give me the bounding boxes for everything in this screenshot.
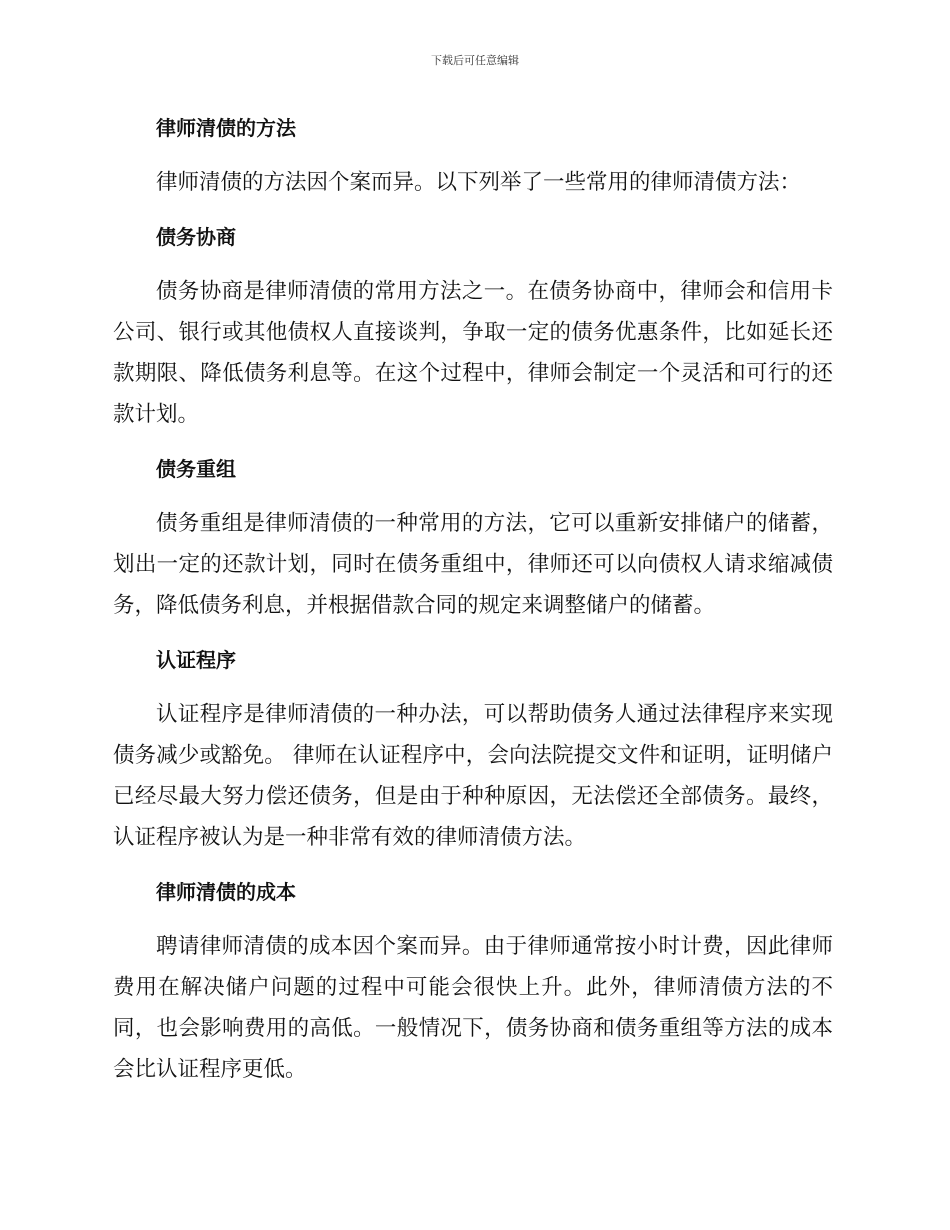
section-debt-negotiation [113, 217, 833, 435]
section-certification-procedure [113, 640, 833, 858]
section-debt-restructuring [113, 449, 833, 626]
section-heading: 债务重组 [156, 457, 236, 481]
section-heading: 律师清债的方法 [156, 116, 296, 140]
section-heading: 律师清债的成本 [156, 880, 296, 904]
section-heading: 认证程序 [156, 648, 236, 672]
section-heading: 债务协商 [156, 225, 236, 249]
section-paragraph: 债务重组是律师清债的一种常用的方法，它可以重新安排储户的储蓄，划出一定的还款计划，同时在债务重组中，律师还可以向债权人请求缩减债务，降低债务利息，并根据借款合同的规定来调整储户的储蓄。 [113, 511, 833, 618]
document-body [113, 108, 833, 1104]
section-methods [113, 108, 833, 203]
page-header: 下载后可任意编辑 [431, 54, 519, 67]
section-paragraph: 律师清债的方法因个案而异。以下列举了一些常用的律师清债方法： [156, 170, 802, 195]
section-paragraph: 认证程序是律师清债的一种办法，可以帮助债务人通过法律程序来实现债务减少或豁免。 律师在认证程序中，会向法院提交文件和证明，证明储户已经尽最大努力偿还债务，但是由于种种原因，无法偿还全部债务。最终，认证程序被认为是一种非常有效的律师清债方法。 [113, 702, 833, 850]
section-paragraph: 聘请律师清债的成本因个案而异。由于律师通常按小时计费，因此律师费用在解决储户问题的过程中可能会很快上升。此外，律师清债方法的不同，也会影响费用的高低。一般情况下，债务协商和债务重组等方法的成本会比认证程序更低。 [113, 934, 833, 1082]
section-cost [113, 872, 833, 1090]
section-paragraph: 债务协商是律师清债的常用方法之一。在债务协商中，律师会和信用卡公司、银行或其他债权人直接谈判，争取一定的债务优惠条件，比如延长还款期限、降低债务利息等。在这个过程中，律师会制定一个灵活和可行的还款计划。 [113, 279, 833, 427]
